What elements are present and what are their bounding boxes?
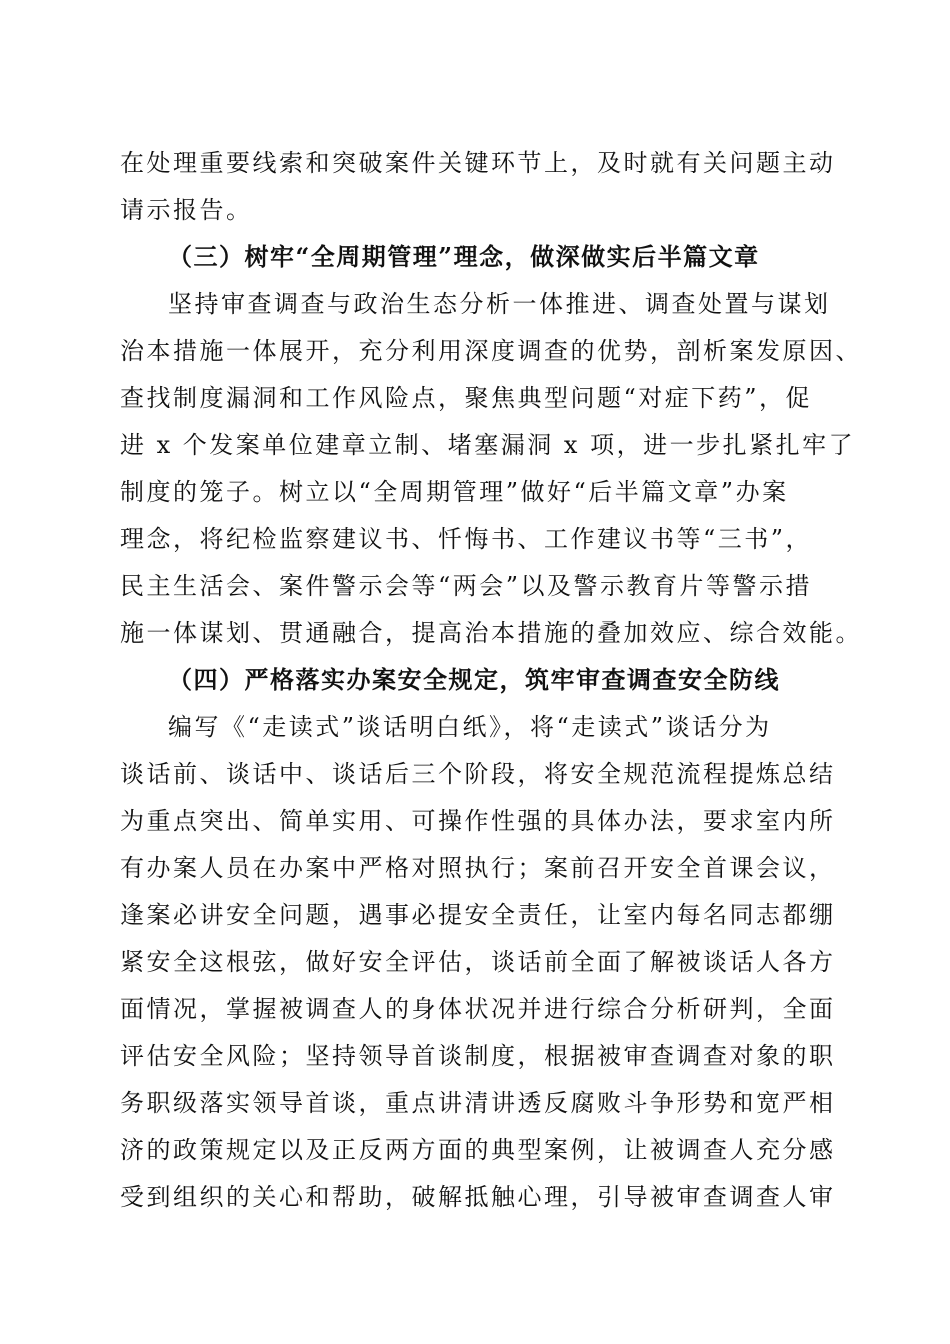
body-text-line: 济的政策规定以及正反两方面的典型案例，让被调查人充分感: [120, 1136, 836, 1164]
body-text-line: 有办案人员在办案中严格对照执行；案前召开安全首课会议，: [120, 854, 836, 882]
body-text-line: 制度的笼子。树立以“全周期管理”做好“后半篇文章”办案: [120, 478, 789, 506]
body-text-line: 为重点突出、简单实用、可操作性强的具体办法，要求室内所: [120, 807, 836, 835]
body-text-line: 逢案必讲安全问题，遇事必提安全责任，让室内每名同志都绷: [120, 901, 836, 929]
body-text-line: 民主生活会、案件警示会等“两会”以及警示教育片等警示措: [120, 572, 813, 600]
body-text-line: 面情况，掌握被调查人的身体状况并进行综合分析研判，全面: [120, 995, 836, 1023]
paragraph-first-line: 坚持审查调查与政治生态分析一体推进、调查处置与谋划: [168, 290, 831, 318]
body-text-line: 务职级落实领导首谈，重点讲清讲透反腐败斗争形势和宽严相: [120, 1089, 836, 1117]
body-text-line: 紧安全这根弦，做好安全评估，谈话前全面了解被谈话人各方: [120, 948, 836, 976]
body-text-line: 治本措施一体展开，充分利用深度调查的优势，剖析案发原因、: [120, 337, 862, 365]
body-text-line: 谈话前、谈话中、谈话后三个阶段，将安全规范流程提炼总结: [120, 760, 836, 788]
body-text-line: 受到组织的关心和帮助，破解抵触心理，引导被审查调查人审: [120, 1183, 836, 1211]
body-text-line: 评估安全风险；坚持领导首谈制度，根据被审查调查对象的职: [120, 1042, 836, 1070]
body-text-line: 请示报告。: [120, 196, 253, 224]
paragraph-first-line: 编写《“走读式”谈话明白纸》，将“走读式”谈话分为: [168, 713, 772, 741]
section-heading-4: （四）严格落实办案安全规定，筑牢审查调查安全防线: [168, 665, 780, 694]
body-text-line: 在处理重要线索和突破案件关键环节上，及时就有关问题主动: [120, 149, 836, 177]
body-text-line: 理念，将纪检监察建议书、忏悔书、工作建议书等“三书”，: [120, 525, 813, 553]
body-text-line: 查找制度漏洞和工作风险点，聚焦典型问题“对症下药”，促: [120, 384, 813, 412]
body-text-line: 进 x 个发案单位建章立制、堵塞漏洞 x 项，进一步扎紧扎牢了: [120, 431, 856, 459]
section-heading-3: （三）树牢“全周期管理”理念，做深做实后半篇文章: [168, 242, 760, 271]
body-text-line: 施一体谋划、贯通融合，提高治本措施的叠加效应、综合效能。: [120, 619, 862, 647]
